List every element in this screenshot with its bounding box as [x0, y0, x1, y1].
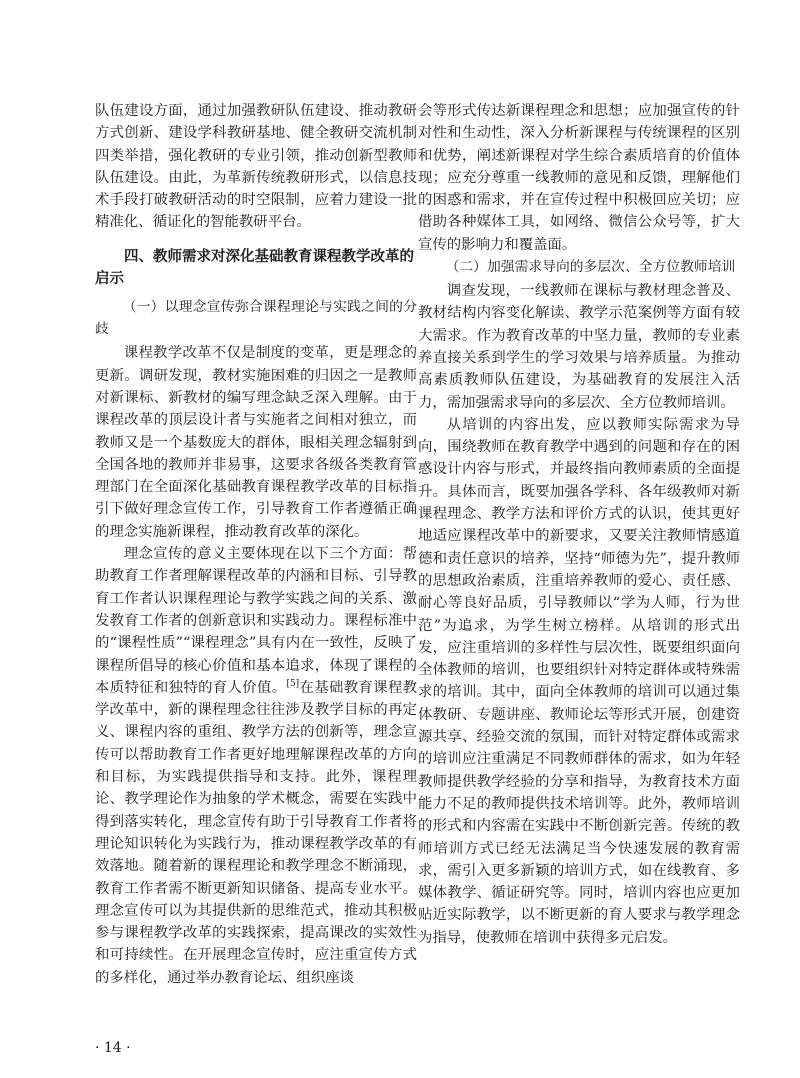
subsection-heading: （二）加强需求导向的多层次、全方位教师培训: [445, 259, 736, 276]
paragraph: 从培训的内容出发，应以教师实际需求为导向，围绕教师在教育教学中遇到的问题和存在的困惑设计内容与形式，并最终指向教师素质的全面提升。具体而言，既要加强各学科、各年级教师对新课程理念、教学方法和评价方式的认识，使其更好地适应课程改革中的新要求，又要关注教师情感道德和责任意识的培养，坚持“师德为先”，提升教师的思想政治素质，注重培养教师的爱心、责任感、耐心等良好品质，引导教师以“学为人师，行为世范”为追求，为学生树立榜样。从培训的形式出发，应注重培训的多样性与层次性，既要组织面向全体教师的培训，也要组织针对特定群体或特殊需求的培训。其中，面向全体教师的培训可以通过集体教研、专题讲座、教师论坛等形式开展，创建资源共享、经验交流的氛围，而针对特定群体或需求的培训应注重满足不同教师群体的需求，如为年轻教师提供教学经验的分享和指导，为教育技术方面能力不足的教师提供技术培训等。此外，教师培训的形式和内容需在实践中不断创新完善。传统的教师培训方式已经无法满足当今快速发展的教育需求，需引入更多新颖的培训方式，如在线教育、多媒体教学、循证研究等。同时，培训内容也应更加贴近实际教学，以不断更新的育人要求与教学理念为指导，使教师在培训中获得多元启发。: [418, 416, 740, 946]
paragraph-text: 在基础教育课程教学改革中，新的课程理念往往涉及教学目标的再定义、课程内容的重组、教学方法的创新等，理念宣传可以帮助教育工作者更好地理解课程改革的方向和目标，为实践提供指导和支持。此外，课程理论、教学理论作为抽象的学术概念，需要在实践中得到落实转化，理念宣传有助于引导教育工作者将理论知识转化为实践行为，推动课程教学改革的有效落地。随着新的课程理论和教学理念不断涌现，教育工作者需不断更新知识储备、提高专业水平。理念宣传可以为其提供新的思维范式，推动其积极参与课程教学改革的实践探索，提高课改的实效性和可持续性。在开展理念宣传时，应注重宣传方式的多样化，通过举办教育论坛、组织座谈: [95, 679, 417, 986]
subsection-heading: （一）以理念宣传弥合课程理论与实践之间的分歧: [95, 299, 417, 338]
paragraph-continued: 队伍建设方面，通过加强教研队伍建设、推动教研方式创新、建设学科教研基地、健全教研交流机制四类举措，强化教研的专业引领，推动创新型教师队伍建设。由此，为革新传统教研形式，以信息技术手段打破教研活动的时空限制，应着力建设一批精准化、循证化的智能教研平台。: [95, 103, 417, 231]
paragraph-continued: 会等形式传达新课程理念和思想；应加强宣传的针对性和生动性，深入分析新课程与传统课程的区别和优势，阐述新课程对学生综合素质培育的价值体现；应充分尊重一线教师的意见和反馈，理解他们的困惑和需求，并在宣传过程中积极回应关切；应借助各种媒体工具，如网络、微信公众号等，扩大宣传的影响力和覆盖面。: [418, 103, 740, 253]
paragraph: [95, 543, 417, 989]
citation-marker: [5]: [286, 679, 300, 690]
paragraph-text: 理念宣传的意义主要体现在以下三个方面：帮助教育工作者理解课程改革的内涵和目标、引导教育工作者认识课程理论与教学实践之间的关系、激发教育工作者的创新意识和实践动力。课程标准中的“课程性质”“课程理念”具有内在一致性，反映了课程所倡导的核心价值和基本追求，体现了课程的本质特征和独特的育人价值。: [95, 546, 417, 696]
paragraph: 调查发现，一线教师在课标与教材理念普及、教材结构内容变化解读、教学示范案例等方面有较大需求。作为教育改革的中坚力量，教师的专业素养直接关系到学生的学习效果与培养质量。为推动高素质教师队伍建设，为基础教育的发展注入活力，需加强需求导向的多层次、全方位教师培训。: [418, 283, 740, 411]
section-heading: 四、教师需求对深化基础教育课程教学改革的启示: [95, 247, 414, 288]
paragraph: 课程教学改革不仅是制度的变革，更是理念的更新。调研发现，教材实施困难的归因之一是教师对新课标、新教材的编写理念缺乏深入理解。由于课程改革的顶层设计者与实施者之间相对独立，而教师又是一个基数庞大的群体，眼相关理念辐射到全国各地的教师并非易事，这要求各级各类教育管理部门在全面深化基础教育课程教学改革的目标指引下做好理念宣传工作，引导教育工作者遵循正确的理念实施新课程，推动教育改革的深化。: [95, 345, 417, 540]
page-number: · 14 ·: [95, 1040, 131, 1056]
left-column: [95, 100, 417, 989]
right-column: [418, 100, 740, 949]
